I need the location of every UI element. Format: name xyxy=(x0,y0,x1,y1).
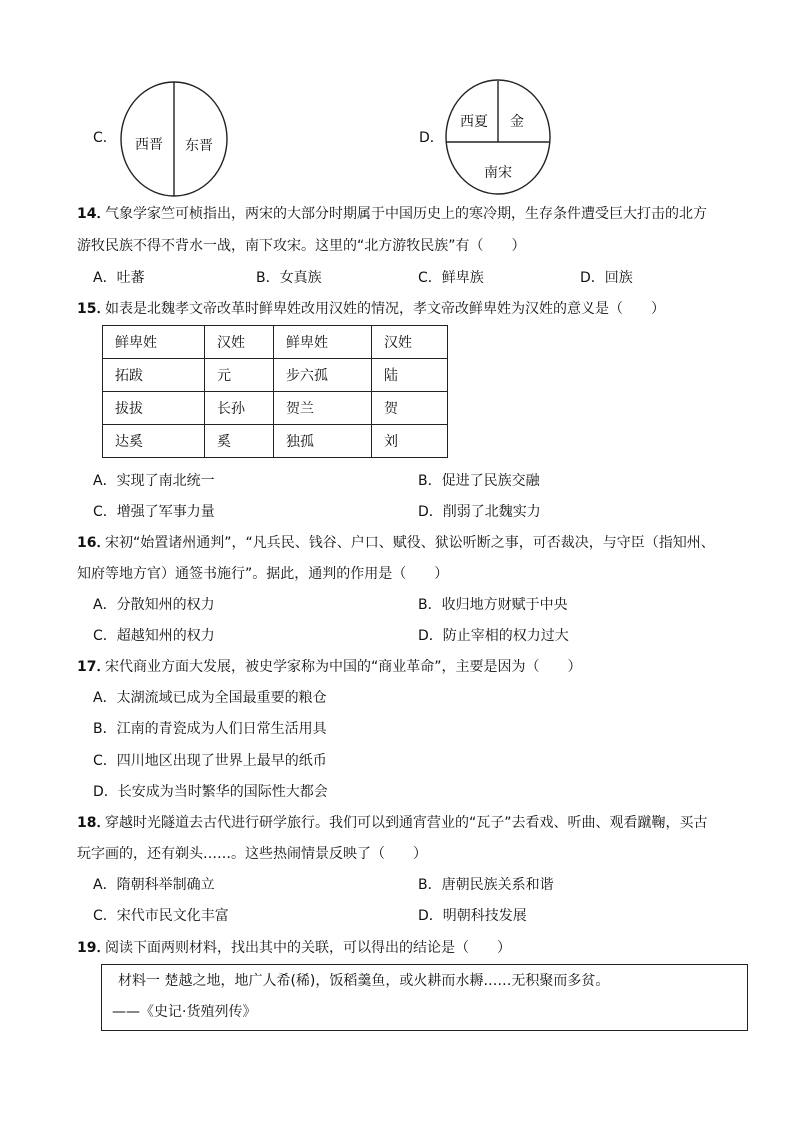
q18-option-a: A．隋朝科举制确立 xyxy=(93,877,215,893)
q14-option-d: D．回族 xyxy=(580,270,633,286)
xixia-label: 西夏 xyxy=(460,114,488,130)
table-cell: 贺 xyxy=(372,392,448,425)
table-row xyxy=(103,392,448,425)
q15-option-a: A．实现了南北统一 xyxy=(93,473,215,489)
q17-number: 17． xyxy=(77,659,111,675)
q19-number: 19． xyxy=(77,940,111,956)
q13-option-d-diagram xyxy=(444,78,556,198)
q14-option-b: B．女真族 xyxy=(256,270,322,286)
q17-option-c: C．四川地区出现了世界上最早的纸币 xyxy=(93,753,327,769)
q15-number: 15． xyxy=(77,301,111,317)
q15-option-b: B．促进了民族交融 xyxy=(418,473,540,489)
q18-option-c: C．宋代市民文化丰富 xyxy=(93,908,229,924)
table-cell: 刘 xyxy=(372,425,448,458)
surname-table xyxy=(102,325,448,458)
q17-option-d: D．长安成为当时繁华的国际性大都会 xyxy=(93,784,328,800)
q17-option-a: A．太湖流域已成为全国最重要的粮仓 xyxy=(93,690,327,706)
q17-stem: 宋代商业方面大发展，被史学家称为中国的“商业革命”，主要是因为（ ） xyxy=(105,659,582,675)
q14-stem-line2: 游牧民族不得不背水一战，南下攻宋。这里的“北方游牧民族”有（ ） xyxy=(77,238,526,254)
table-row xyxy=(103,425,448,458)
table-cell: 拓跋 xyxy=(103,359,205,392)
q16-option-a: A．分散知州的权力 xyxy=(93,597,215,613)
table-cell: 元 xyxy=(205,359,274,392)
table-cell: 陆 xyxy=(372,359,448,392)
q16-stem-line2: 知府等地方官）通签书施行”。据此，通判的作用是（ ） xyxy=(77,566,449,582)
q18-number: 18． xyxy=(77,815,111,831)
material-one-source: ——《史记·货殖列传》 xyxy=(112,1004,257,1020)
table-cell: 鲜卑姓 xyxy=(103,326,205,359)
q15-stem: 如表是北魏孝文帝改革时鲜卑姓改用汉姓的情况，孝文帝改鲜卑姓为汉姓的意义是（ ） xyxy=(105,301,665,317)
q14-option-c: C．鲜卑族 xyxy=(418,270,484,286)
q17-option-b: B．江南的青瓷成为人们日常生活用具 xyxy=(93,721,327,737)
table-cell: 独孤 xyxy=(274,425,372,458)
table-row xyxy=(103,326,448,359)
q19-stem: 阅读下面两则材料，找出其中的关联，可以得出的结论是（ ） xyxy=(105,940,511,956)
table-cell: 鲜卑姓 xyxy=(274,326,372,359)
q16-number: 16． xyxy=(77,535,111,551)
q18-stem-line2: 玩字画的，还有剃头……。这些热闹情景反映了（ ） xyxy=(77,846,427,862)
table-cell: 汉姓 xyxy=(205,326,274,359)
table-row xyxy=(103,359,448,392)
dongjin-label: 东晋 xyxy=(185,138,213,154)
material-one-text: 材料一 楚越之地，地广人希(稀)，饭稻羹鱼，或火耕而水耨……无积聚而多贫。 xyxy=(118,973,610,989)
q15-option-c: C．增强了军事力量 xyxy=(93,504,215,520)
q16-stem-line1: 宋初“始置诸州通判”，“凡兵民、钱谷、户口、赋役、狱讼听断之事，可否裁决，与守臣（指知州、 xyxy=(105,535,715,551)
table-cell: 汉姓 xyxy=(372,326,448,359)
table-cell: 达奚 xyxy=(103,425,205,458)
q18-stem-line1: 穿越时光隧道去古代进行研学旅行。我们可以到通宵营业的“瓦子”去看戏、听曲、观看蹴鞠，买古 xyxy=(105,815,708,831)
table-cell: 奚 xyxy=(205,425,274,458)
q14-number: 14． xyxy=(77,206,111,222)
table-cell: 贺兰 xyxy=(274,392,372,425)
q16-option-d: D．防止宰相的权力过大 xyxy=(418,628,569,644)
q13-option-c-letter: C． xyxy=(93,130,117,146)
q13-option-c-diagram xyxy=(118,80,230,200)
q18-option-b: B．唐朝民族关系和谐 xyxy=(418,877,554,893)
q15-option-d: D．削弱了北魏实力 xyxy=(418,504,541,520)
table-cell: 拔拔 xyxy=(103,392,205,425)
jin-label: 金 xyxy=(510,114,524,130)
q14-option-a: A．吐蕃 xyxy=(93,270,145,286)
q14-stem-line1: 气象学家竺可桢指出，两宋的大部分时期属于中国历史上的寒冷期，生存条件遭受巨大打击的北方 xyxy=(105,206,707,222)
q13-option-d-letter: D． xyxy=(419,130,444,146)
nansong-label: 南宋 xyxy=(484,165,512,181)
q18-option-d: D．明朝科技发展 xyxy=(418,908,527,924)
table-cell: 步六孤 xyxy=(274,359,372,392)
q16-option-c: C．超越知州的权力 xyxy=(93,628,215,644)
table-cell: 长孙 xyxy=(205,392,274,425)
xijin-label: 西晋 xyxy=(135,137,163,153)
q16-option-b: B．收归地方财赋于中央 xyxy=(418,597,568,613)
